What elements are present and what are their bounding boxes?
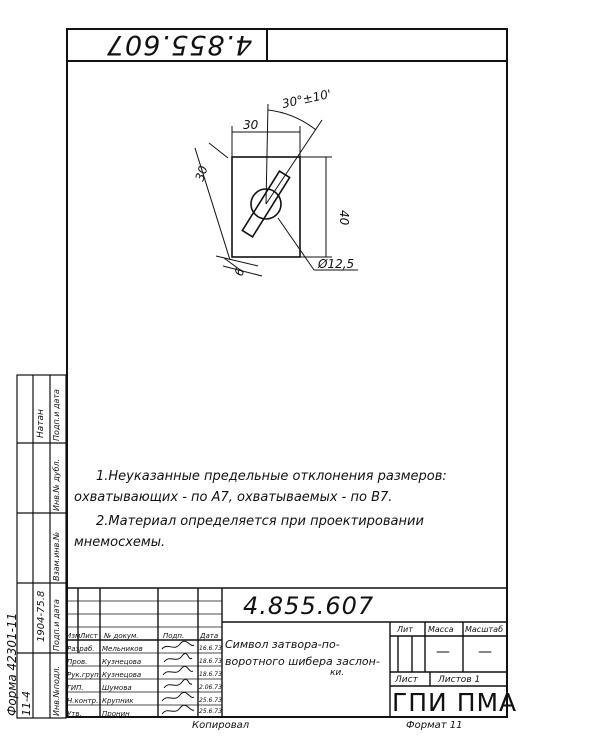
org-name: ГПИ ПМА [392,688,518,717]
inventory-number-top: 4.855.607 [105,29,253,60]
row-date-2: 18.6.73 [199,658,222,665]
scale-value: — [478,644,492,660]
side-form-number: Форма 42301-11 [5,612,19,716]
side-label-orig-inv: Инв.№подл. [52,665,61,716]
side-label-replace-inv: Взам.инв.№ [52,531,61,581]
dim-6: 6 [231,266,248,279]
note-line-3: 2.Материал определяется при проектировании [96,514,424,529]
dim-40: 40 [337,210,351,226]
row-date-4: 2.06.73 [199,684,222,691]
dim-hole: Ø12,5 [318,257,355,271]
doc-number: 4.855.607 [243,592,375,620]
row-role-4: ГИП. [67,684,84,692]
row-name-1: Мельников [102,645,143,653]
side-inv-value: 11-4 [20,691,33,716]
side-label-sign-date-2: Подп.и дата [52,599,61,651]
side-signature: Натан [36,409,46,438]
row-date-6: 25.6.73 [199,708,222,715]
dim-30-diag: 30 [192,164,211,183]
row-role-5: Н.контр. [67,697,99,705]
row-name-2: Кузнецова [102,658,142,666]
side-label-sign-date-1: Подп.и дата [52,389,61,441]
hdr-date: Дата [200,632,219,640]
sheet-label: Лист [395,675,418,685]
row-name-3: Кузнецова [102,671,142,679]
row-date-1: 16.6.73 [199,645,222,652]
lit-label: Лит [397,625,413,634]
row-name-5: Крупник [102,697,134,705]
note-line-2: охватывающих - по А7, охватываемых - по В7. [74,490,393,505]
hdr-izm: Изм [66,632,81,640]
hdr-doc: № докум. [104,632,139,640]
row-date-3: 18.6.73 [199,671,222,678]
mass-label: Масса [428,625,454,634]
note-line-4: мнемосхемы. [74,535,166,550]
row-role-6: Утв. [67,710,82,718]
side-label-dup-inv: Инв.№ дубл. [52,458,61,511]
mass-value: — [436,644,450,660]
sheets-label: Листов 1 [438,675,481,685]
row-role-2: Пров. [67,658,88,666]
dim-30-top: 30 [243,118,259,132]
row-name-4: Шумова [102,684,132,692]
row-role-1: Разраб. [67,645,95,653]
signatures [158,640,198,718]
title-line-1: Символ затвора-по- [225,638,340,651]
row-role-3: Рук.груп. [67,671,101,679]
copied-label: Копировал [192,720,250,731]
scale-label: Масштаб [465,625,504,634]
title-line-2: воротного шибера заслон- [225,655,380,668]
row-name-6: Пронин [102,710,130,718]
hdr-list: Лист [80,632,98,640]
title-line-3: ки. [330,668,345,678]
format-label: Формат 11 [406,720,463,731]
note-line-1: 1.Неуказанные предельные отклонения размеров: [96,469,447,484]
row-date-5: 25.6.73 [199,697,222,704]
hdr-sign: Подп. [163,632,185,640]
dim-angle: 30°±10' [280,86,333,111]
side-date: 1904-75.8 [36,590,47,642]
